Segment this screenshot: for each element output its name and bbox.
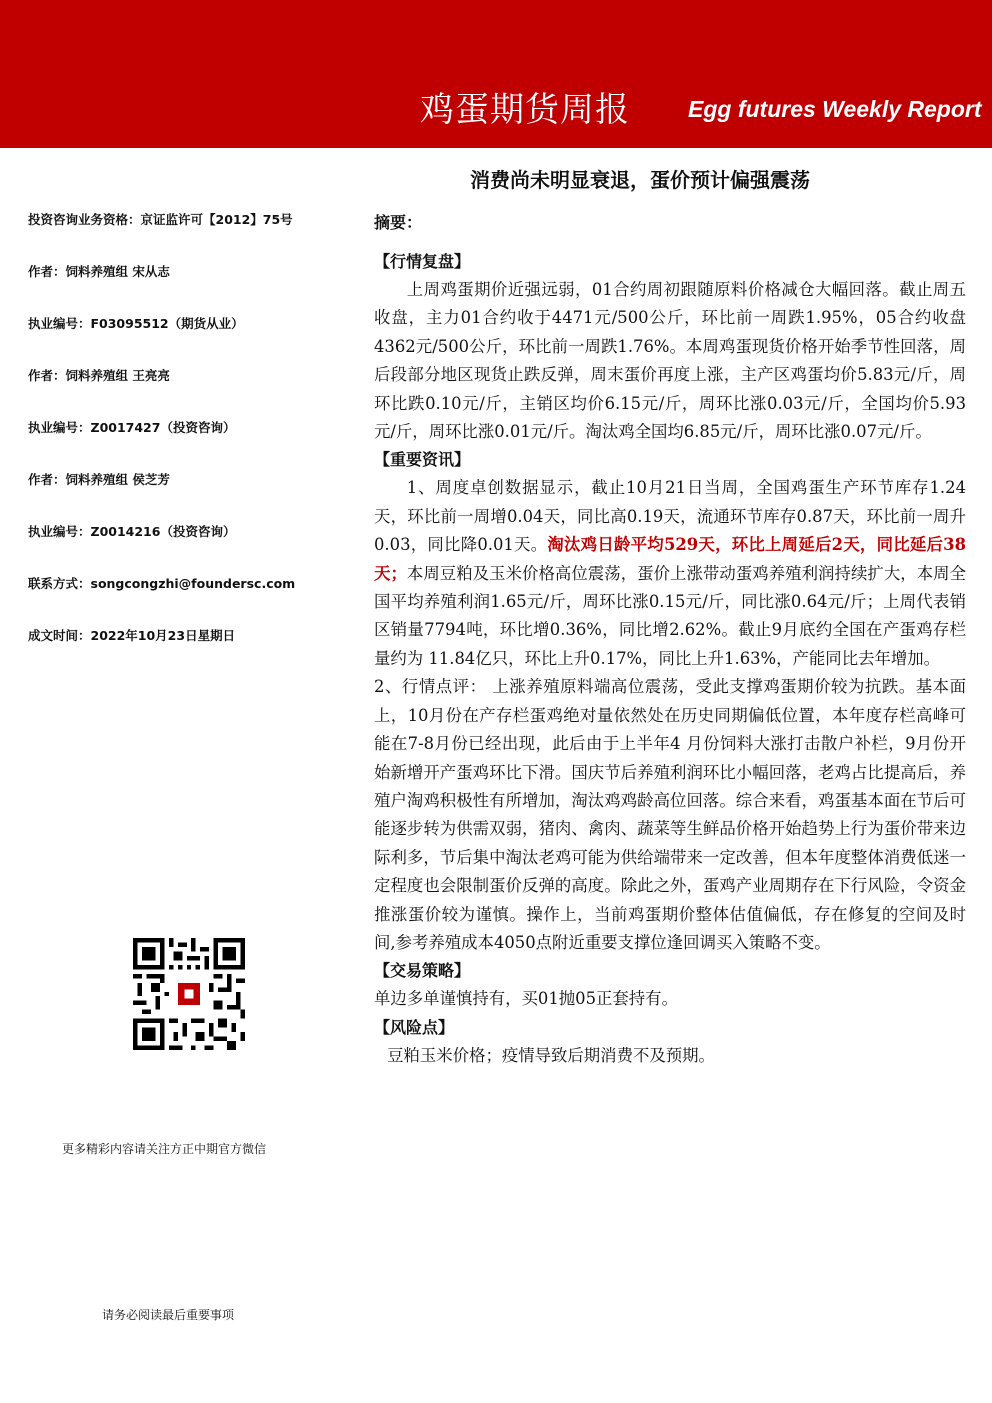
author-3: 作者：饲料养殖组 侯芝芳 [28, 472, 170, 487]
license-id-1: 执业编号：F03095512（期货从业） [28, 316, 244, 331]
license-info: 投资咨询业务资格：京证监许可【2012】75号 [28, 212, 293, 227]
main-content [374, 208, 966, 1070]
report-date: 成文时间：2022年10月23日星期日 [28, 628, 236, 643]
news-text-b: 本周豆粕及玉米价格高位震荡，蛋价上涨带动蛋鸡养殖利润持续扩大，本周全国平均养殖利润1.65元/斤，周环比涨0.15元/斤，同比涨0.64元/斤；上周代表销区销量7794吨，环比增0.36%，同比增2.62%。截止9月底约全国在产蛋鸡存栏量约为 11.84亿只，环比上升0.17%，同比上升1.63%，产能同比去年增加。 [374, 563, 967, 668]
footer-note: 请务必阅读最后重要事项 [102, 1308, 235, 1322]
author-1: 作者：饲料养殖组 宋从志 [28, 264, 170, 279]
section-title-news: 【重要资讯】 [374, 450, 471, 470]
news-highlight: 淘汰鸡日龄平均529天，环比上周延后2天，同比延后38天； [374, 535, 966, 583]
sidebar [28, 210, 348, 678]
summary-label: 摘要： [374, 213, 423, 232]
news-text-a: 1、周度卓创数据显示，截止10月21日当周，全国鸡蛋生产环节库存1.24天，环比前一周增0.04天，同比高0.19天，流通环节库存0.87天，环比前一周升0.03，同比降0.01天。 [374, 478, 966, 555]
header-banner [0, 0, 992, 148]
risk-text: 豆粕玉米价格；疫情导致后期消费不及预期。 [387, 1045, 715, 1065]
report-title-cn: 鸡蛋期货周报 [420, 90, 630, 130]
strategy-text: 单边多单谨慎持有，买01抛05正套持有。 [374, 989, 678, 1009]
market-review-text: 上周鸡蛋期价近强远弱，01合约周初跟随原料价格减仓大幅回落。截止周五收盘，主力01合约收于4471元/500公斤，环比前一周跌1.95%，05合约收盘4362元/500公斤，环比前一周跌1.76%。本周鸡蛋现货价格开始季节性回落，周后段部分地区现货止跌反弹，周末蛋价再度上涨，主产区鸡蛋均价5.83元/斤，周环比跌0.10元/斤，主销区均价6.15元/斤，周环比涨0.03元/斤，全国均价5.93元/斤，周环比涨0.01元/斤。淘汰鸡全国均6.85元/斤，周环比涨0.07元/斤。 [374, 280, 966, 442]
report-title-en: Egg futures Weekly Report [688, 96, 982, 122]
contact-info: 联系方式：songcongzhi@foundersc.com [28, 576, 296, 591]
license-id-2: 执业编号：Z0017427（投资咨询） [28, 420, 236, 435]
license-id-3: 执业编号：Z0014216（投资咨询） [28, 524, 236, 539]
section-title-strategy: 【交易策略】 [374, 961, 471, 981]
section-title-risk: 【风险点】 [374, 1017, 455, 1037]
news-paragraph-1 [374, 474, 966, 673]
section-title-market-review: 【行情复盘】 [374, 252, 471, 271]
author-2: 作者：饲料养殖组 王亮亮 [28, 368, 170, 383]
news-paragraph-2: 2、行情点评： 上涨养殖原料端高位震荡，受此支撑鸡蛋期价较为抗跌。基本面上，10月份在产存栏蛋鸡绝对量依然处在历史同期偏低位置，本年度存栏高峰可能在7-8月份已经出现，此后由于上半年4 月份饲料大涨打击散户补栏，9月份开始新增开产蛋鸡环比下滑。国庆节后养殖利润环比小幅回落，老鸡占比提高后，养殖户淘鸡积极性有所增加，淘汰鸡鸡龄高位回落。综合来看，鸡蛋基本面在节后可能逐步转为供需双弱，猪肉、禽肉、蔬菜等生鲜品价格开始趋势上行为蛋价带来边际利多，节后集中淘汰老鸡可能为供给端带来一定改善，但本年度整体消费低迷一定程度也会限制蛋价反弹的高度。除此之外，蛋鸡产业周期存在下行风险，令资金推涨蛋价较为谨慎。操作上，当前鸡蛋期价整体估值偏低，存在修复的空间及时间,参考养殖成本4050点附近重要支撑位逢回调买入策略不变。 [374, 677, 966, 952]
qr-code-icon [133, 938, 245, 1050]
report-headline: 消费尚未明显衰退，蛋价预计偏强震荡 [470, 168, 810, 192]
qr-caption: 更多精彩内容请关注方正中期官方微信 [62, 1142, 267, 1156]
